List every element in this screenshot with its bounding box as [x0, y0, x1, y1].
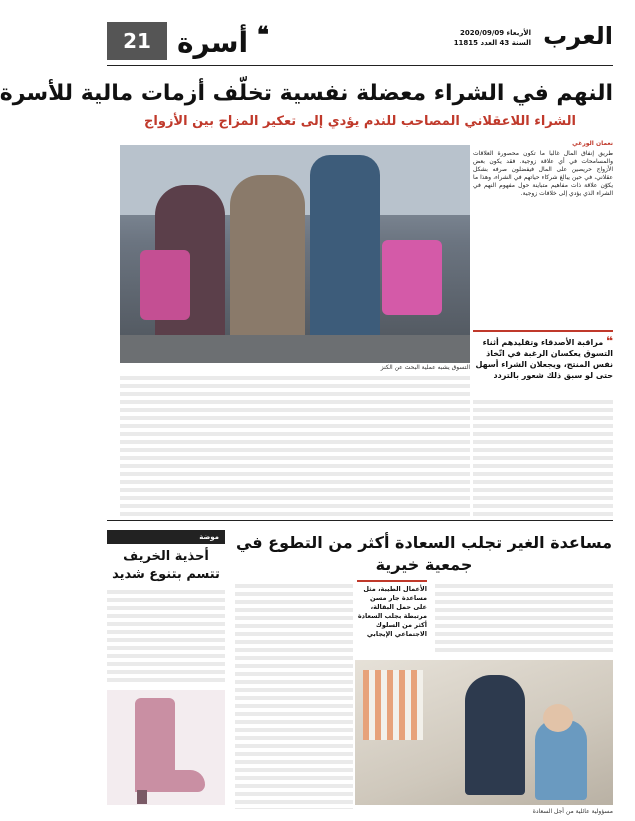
- section-divider: [107, 520, 613, 521]
- article-body-columns: [120, 376, 470, 516]
- issue-date: الأربعاء 2020/09/09: [460, 29, 531, 37]
- charity-photo-caption: مسؤولية عائلية من أجل السعادة: [532, 808, 613, 815]
- article-intro: طريق إنفاق المال غالبا ما تكون محصورة العلاقات والمسامحات في أي علاقة زوجية. فقد يكون بعض الأزواج حريصين على المال فيفضلون صرفه بشكل عقلاني، في حين يبالغ شركاء حياتهم في الشراء، وهذا ما يكوّن علاقة ذات مفاهيم متباينة حول مفهوم النهم في الشراء الذي يؤدي إلى خلافات زوجية.: [473, 150, 613, 197]
- charity-body-right: [435, 584, 613, 656]
- main-photo: [120, 145, 470, 363]
- fashion-title: أحذية الخريف تتسم بتنوع شديد: [112, 549, 220, 582]
- charity-body-left: [235, 584, 353, 809]
- boot-image: [107, 690, 225, 805]
- main-subheadline: الشراء اللاعقلاني المصاحب للندم يؤدي إلى تعكير المزاج بين الأزواج: [144, 114, 576, 129]
- main-pull-quote-text: مراقبة الأصدقاء وتقليدهم أثناء التسوق يعكسان الرغبة في اتّخاذ نفس المنتج، ويجعلان الشراء أسهل حتى لو سبق ذلك شعور بالتردد: [475, 338, 613, 380]
- masthead: [107, 18, 613, 66]
- fashion-tag: موضة: [107, 530, 225, 544]
- charity-pull-quote: الأعمال الطيبة، مثل مساعدة جار مسن على حمل البقالة، مرتبطة بجلب السعادة أكثر من السلوك الاجتماعي الإيجابي: [357, 580, 427, 639]
- issue-info: [454, 28, 531, 48]
- article-column-right: [473, 140, 613, 325]
- quote-mark-icon: ❝: [605, 334, 613, 348]
- main-photo-caption: التسوق يشبه عملية البحث عن الكنز: [380, 364, 470, 371]
- charity-headline: مساعدة الغير تجلب السعادة أكثر من التطوع في جمعية خيرية: [235, 533, 613, 574]
- quote-mark-icon: ❝: [257, 22, 269, 48]
- fashion-body: [107, 590, 225, 686]
- issue-number: السنة 43 العدد 11815: [453, 39, 531, 47]
- section-name: أسرة: [177, 26, 249, 59]
- main-headline: النهم في الشراء معضلة نفسية تخلّف أزمات مالية للأسرة: [0, 81, 613, 106]
- charity-photo: [355, 660, 613, 805]
- newspaper-logo: العرب: [543, 22, 613, 50]
- page-number: 21: [107, 22, 167, 60]
- main-pull-quote: [473, 330, 613, 394]
- article-body-right: [473, 400, 613, 516]
- byline: نعمان الورغي: [572, 140, 613, 147]
